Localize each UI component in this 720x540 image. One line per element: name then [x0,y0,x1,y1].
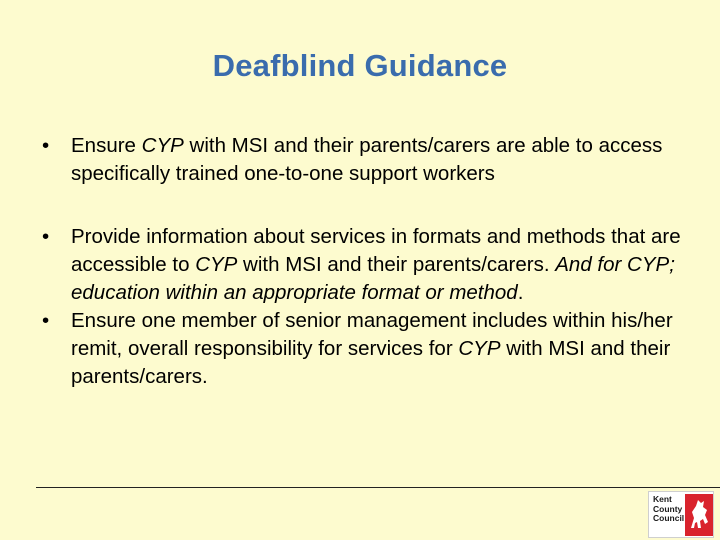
bullet-text-segment: . [517,281,524,304]
bullet-marker: • [42,134,50,157]
bullet-item [42,223,682,307]
bullet-marker: • [42,225,50,248]
logo-line: Council [653,513,685,523]
kent-county-council-logo [648,491,714,538]
slide-title: Deafblind Guidance [212,48,508,83]
bullet-item [42,132,682,188]
bullet-list [42,132,682,391]
logo-line: County [653,503,683,514]
white-horse-icon [685,494,713,536]
bullet-text-segment-italic: And for CYP; education within an appropriate format or method [71,253,675,304]
bullet-marker: • [42,309,50,332]
bullet-text-segment: with MSI and their parents/carers. [237,253,556,276]
bullet-text-segment: with MSI and their parents/carers are able to access specifically trained one-to-one support workers [71,134,663,185]
bullet-text-segment: Provide information about services in formats and methods that are accessible to [71,225,681,276]
bullet-text-segment: Ensure [71,134,142,157]
logo-line: Kent [653,494,672,504]
bullet-text-segment: with MSI and their parents/carers. [71,337,671,388]
logo-wordmark [653,495,687,524]
bullet-item [42,307,682,391]
footer-divider [36,487,720,488]
bullet-text-segment: Ensure one member of senior management includes within his/her remit, overall responsibility for services for [71,309,673,360]
bullet-text-segment-italic: CYP [141,134,184,157]
bullet-text-segment-italic: CYP [458,337,501,360]
bullet-text-segment-italic: CYP [195,253,238,276]
